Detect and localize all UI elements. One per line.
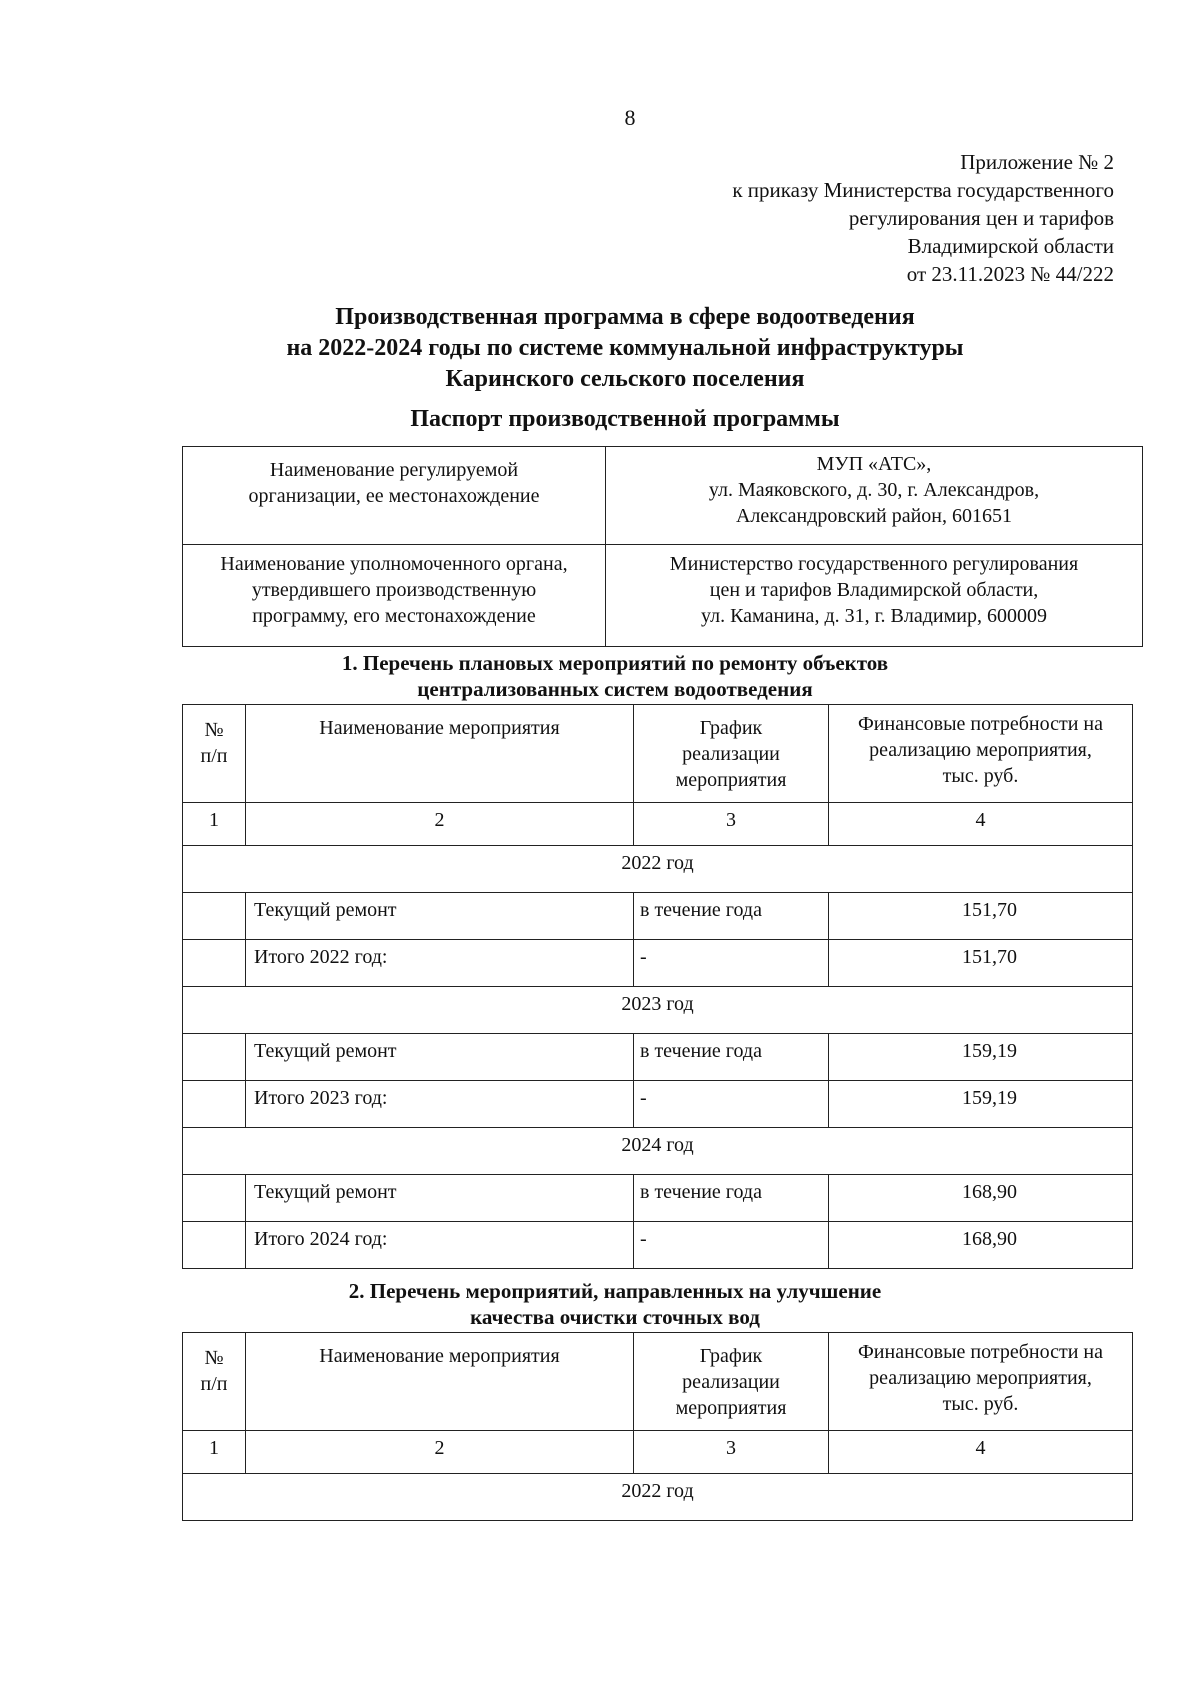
appendix-line: регулирования цен и тарифов — [848, 206, 1114, 230]
appendix-reference — [732, 148, 1114, 288]
cell-text: п/п — [200, 1373, 228, 1395]
appendix-line: к приказу Министерства государственного — [732, 178, 1114, 202]
table-cell: 4 — [829, 803, 1133, 846]
table-cell — [183, 893, 246, 940]
title-line: на 2022-2024 годы по системе коммунальной инфраструктуры — [286, 335, 964, 361]
section-2-heading — [0, 1278, 1200, 1330]
header-cell — [829, 705, 1133, 803]
cell-text: реализации — [682, 1371, 780, 1393]
appendix-line: Приложение № 2 — [960, 150, 1114, 174]
cell-text: Александровский район, 601651 — [735, 505, 1012, 527]
table-cell: - — [634, 1081, 829, 1128]
appendix-line: от 23.11.2023 № 44/222 — [906, 262, 1114, 286]
treatment-quality-table — [182, 1332, 1133, 1521]
page-number: 8 — [624, 105, 636, 130]
header-cell — [183, 1333, 246, 1431]
table-cell: 3 — [634, 803, 829, 846]
table-cell: 4 — [829, 1431, 1133, 1474]
heading-line: централизованных систем водоотведения — [417, 677, 813, 701]
header-cell — [829, 1333, 1133, 1431]
title-line: Каринского сельского поселения — [445, 366, 805, 392]
cell-text: МУП «АТС», — [816, 453, 932, 475]
table-row — [183, 1034, 1133, 1081]
year-cell: 2022 год — [183, 1474, 1133, 1521]
table-row — [183, 940, 1133, 987]
table-cell: - — [634, 1222, 829, 1269]
cell-text: Наименование мероприятия — [319, 717, 560, 739]
year-row — [183, 846, 1133, 893]
table-row — [183, 1222, 1133, 1269]
cell-text: утвердившего производственную — [251, 579, 537, 601]
cell-text: № — [204, 1347, 224, 1369]
table-cell: 168,90 — [829, 1175, 1133, 1222]
header-cell — [246, 1333, 634, 1431]
table-cell — [183, 447, 606, 545]
heading-line: качества очистки сточных вод — [470, 1305, 760, 1329]
repair-plan-table — [182, 704, 1133, 1269]
table-cell — [183, 545, 606, 647]
title-line: Производственная программа в сфере водоотведения — [335, 304, 915, 330]
column-number-row — [183, 803, 1133, 846]
appendix-line: Владимирской области — [907, 234, 1114, 258]
table-cell: 1 — [183, 803, 246, 846]
cell-text: График — [699, 717, 763, 739]
heading-line: 1. Перечень плановых мероприятий по ремонту объектов — [341, 651, 889, 675]
cell-text: № — [204, 719, 224, 741]
cell-text: Наименование регулируемой — [269, 459, 519, 481]
year-row — [183, 1474, 1133, 1521]
table-cell — [183, 1081, 246, 1128]
table-cell: в течение года — [634, 1175, 829, 1222]
column-number-row — [183, 1431, 1133, 1474]
table-cell: - — [634, 940, 829, 987]
year-cell: 2022 год — [183, 846, 1133, 893]
cell-text: Министерство государственного регулирования — [669, 553, 1079, 575]
year-cell: 2024 год — [183, 1128, 1133, 1175]
table-cell — [606, 545, 1143, 647]
cell-text: реализации — [682, 743, 780, 765]
table-cell: 151,70 — [829, 940, 1133, 987]
cell-text: тыс. руб. — [942, 765, 1019, 787]
cell-text: ул. Маяковского, д. 30, г. Александров, — [708, 479, 1040, 501]
cell-text: ул. Каманина, д. 31, г. Владимир, 600009 — [701, 605, 1047, 627]
year-row — [183, 1128, 1133, 1175]
cell-text: мероприятия — [675, 769, 787, 791]
cell-text: цен и тарифов Владимирской области, — [709, 579, 1039, 601]
cell-text: Наименование мероприятия — [319, 1345, 560, 1367]
header-cell — [246, 705, 634, 803]
table-cell: Текущий ремонт — [246, 893, 634, 940]
table-cell: Текущий ремонт — [246, 1175, 634, 1222]
table-cell — [606, 447, 1143, 545]
cell-text: реализацию мероприятия, — [869, 739, 1092, 761]
table-cell: в течение года — [634, 1034, 829, 1081]
table-cell: Текущий ремонт — [246, 1034, 634, 1081]
table-cell: Итого 2024 год: — [246, 1222, 634, 1269]
cell-text: Наименование уполномоченного органа, — [220, 553, 568, 575]
table-cell: Итого 2023 год: — [246, 1081, 634, 1128]
table-cell: 159,19 — [829, 1034, 1133, 1081]
table-cell: 1 — [183, 1431, 246, 1474]
cell-text: тыс. руб. — [942, 1393, 1019, 1415]
table-cell: 168,90 — [829, 1222, 1133, 1269]
table-row — [183, 1175, 1133, 1222]
document-title — [0, 302, 1200, 395]
table-row — [183, 545, 1143, 647]
passport-table — [182, 446, 1143, 647]
cell-text: реализацию мероприятия, — [869, 1367, 1092, 1389]
table-header-row — [183, 705, 1133, 803]
header-cell — [634, 1333, 829, 1431]
table-cell — [183, 940, 246, 987]
year-cell: 2023 год — [183, 987, 1133, 1034]
passport-title: Паспорт производственной программы — [410, 406, 840, 432]
cell-text: Финансовые потребности на — [858, 1341, 1103, 1363]
table-row — [183, 1081, 1133, 1128]
table-cell: 159,19 — [829, 1081, 1133, 1128]
table-row — [183, 893, 1133, 940]
heading-line: 2. Перечень мероприятий, направленных на улучшение — [348, 1279, 882, 1303]
table-cell — [183, 1222, 246, 1269]
cell-text: Финансовые потребности на — [858, 713, 1103, 735]
year-row — [183, 987, 1133, 1034]
table-row — [183, 447, 1143, 545]
cell-text: программу, его местонахождение — [252, 605, 536, 627]
table-cell: 2 — [246, 803, 634, 846]
table-cell: Итого 2022 год: — [246, 940, 634, 987]
cell-text: График — [699, 1345, 763, 1367]
table-cell — [183, 1034, 246, 1081]
table-cell: 3 — [634, 1431, 829, 1474]
table-cell: 151,70 — [829, 893, 1133, 940]
table-cell: в течение года — [634, 893, 829, 940]
section-1-heading — [0, 650, 1200, 702]
header-cell — [183, 705, 246, 803]
cell-text: п/п — [200, 745, 228, 767]
table-cell: 2 — [246, 1431, 634, 1474]
header-cell — [634, 705, 829, 803]
table-header-row — [183, 1333, 1133, 1431]
table-cell — [183, 1175, 246, 1222]
cell-text: мероприятия — [675, 1397, 787, 1419]
cell-text: организации, ее местонахождение — [248, 485, 540, 507]
